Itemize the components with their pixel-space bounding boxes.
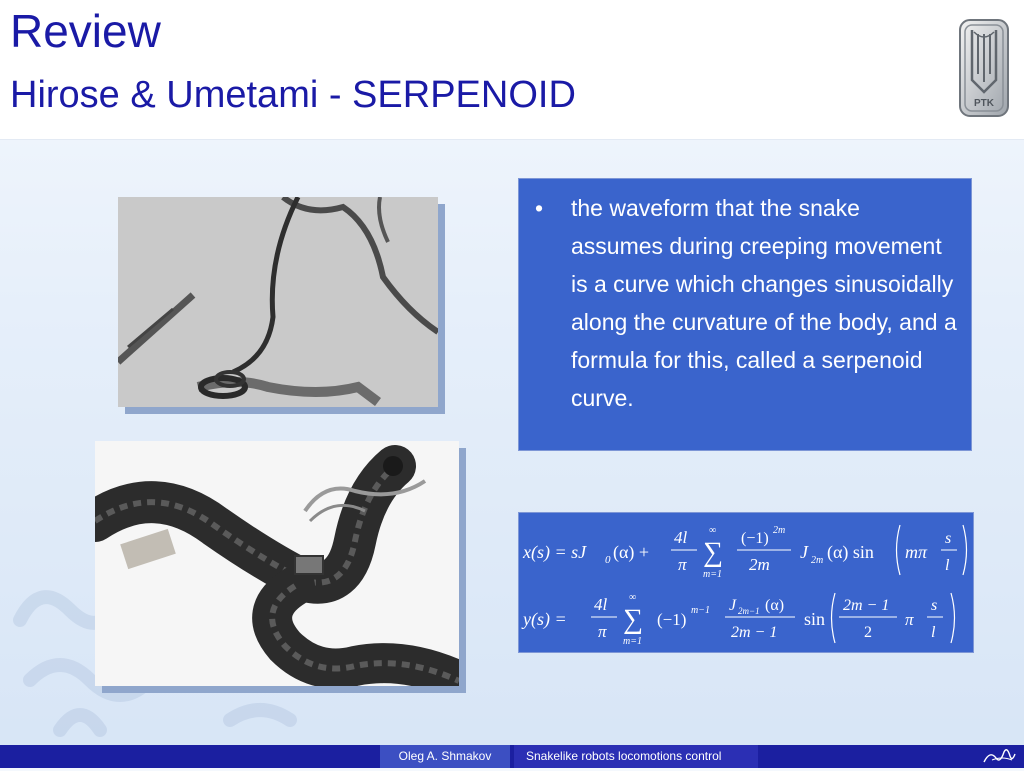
x-frac2-den: 2m [749, 555, 770, 574]
snake-on-branch-photo [118, 197, 438, 407]
footer-topic: Snakelike robots locomotions control [514, 745, 758, 768]
footer-author: Oleg A. Shmakov [380, 745, 510, 768]
x-jterm-sub: 2m [811, 555, 824, 566]
y-lhs: y(s) = [523, 609, 567, 629]
y-sum-symbol: ∑ [623, 604, 643, 635]
y-neg-term: (−1) [657, 610, 687, 629]
slide-subtitle: Hirose & Umetami - SERPENOID [10, 74, 576, 116]
bullet-item [533, 189, 957, 417]
x-jterm: J [800, 542, 808, 562]
bullet-text: the waveform that the snake assumes during creeping movement is a curve which changes sinusoidally along the curvature of the body, and a formula for this, called a serpenoid curve. [571, 195, 957, 411]
y-sin: sin [804, 609, 826, 629]
x-sum-symbol: ∑ [703, 537, 723, 568]
x-arg-den: l [945, 557, 950, 574]
signature-icon [982, 746, 1016, 766]
x-arg-num: s [945, 530, 952, 547]
snake-with-sensor-photo [95, 441, 459, 686]
logo-text: PTK [974, 98, 994, 109]
y-sum-bottom: m=1 [623, 636, 642, 647]
x-sum-bottom: m=1 [703, 569, 722, 580]
x-formula [522, 525, 967, 580]
x-frac2-exp: 2m [773, 525, 786, 536]
university-emblem-icon [958, 18, 1010, 118]
description-textbox [518, 178, 972, 451]
y-formula [521, 592, 955, 647]
x-sum-top: ∞ [709, 525, 717, 536]
x-j0-sub: 0 [605, 554, 611, 566]
y-argf-num: 2m − 1 [843, 597, 890, 614]
y-sum-top: ∞ [629, 592, 637, 603]
y-arg-pi: π [905, 610, 914, 629]
x-frac1-den: π [678, 555, 687, 574]
x-arg-left: mπ [905, 542, 928, 562]
x-alpha2: (α) sin [827, 542, 874, 562]
y-frac1-den: π [598, 622, 607, 641]
y-arg-num: s [931, 597, 938, 614]
y-frac2-den: 2m − 1 [731, 624, 778, 641]
x-alpha1: (α) + [613, 542, 650, 562]
y-frac1-num: 4l [594, 595, 608, 614]
y-argf-den: 2 [864, 624, 872, 641]
title-band [0, 0, 1024, 140]
y-neg-exp: m−1 [691, 605, 710, 616]
y-frac2-num-sub: 2m−1 [738, 606, 760, 616]
x-frac1-num: 4l [674, 528, 688, 547]
slide-title: Review [10, 5, 161, 57]
bullet-marker: • [535, 195, 544, 221]
y-arg-den: l [931, 624, 936, 641]
serpenoid-formula [518, 512, 974, 653]
x-lhs: x(s) = sJ [523, 542, 587, 562]
y-frac2-num-j: J [729, 597, 737, 614]
x-frac2-num: (−1) [741, 530, 769, 547]
footer-bar [0, 745, 1024, 768]
y-frac2-num-alpha: (α) [765, 597, 785, 614]
